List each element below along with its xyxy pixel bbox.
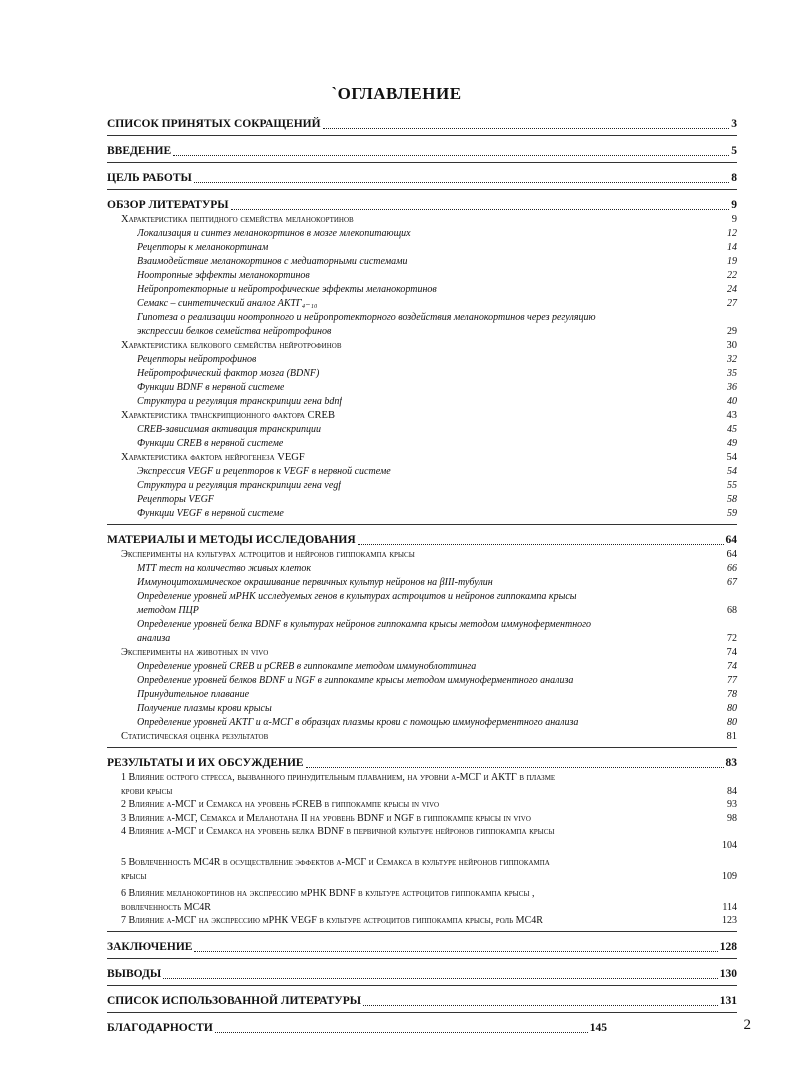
toc-entry-label: 7 Влияние α-МСГ на экспрессию мРНК VEGF в культуре астроцитов гиппокампа крысы, роль MC4R: [121, 915, 543, 926]
leader-dots: [358, 544, 724, 545]
divider: [107, 524, 737, 525]
divider: [107, 1012, 737, 1013]
toc-page-number: 93: [727, 799, 737, 810]
toc-page-number: 80: [727, 703, 737, 714]
toc-item[interactable]: [107, 255, 737, 269]
toc-item[interactable]: [107, 241, 737, 255]
toc-result-item[interactable]: [107, 812, 737, 826]
toc-item-hypothesis[interactable]: [107, 311, 737, 339]
toc-entry-label: ЗАКЛЮЧЕНИЕ: [107, 940, 193, 953]
toc-entry-label: Характеристика белкового семейства нейротрофинов: [121, 340, 342, 351]
toc-item[interactable]: [107, 576, 737, 590]
toc-page-number: 58: [727, 494, 737, 505]
toc-page-number: 81: [726, 731, 737, 742]
toc-page-number: 32: [727, 354, 737, 365]
toc-page-number: 128: [719, 940, 737, 953]
toc-page-number: 68: [727, 605, 737, 616]
toc-item[interactable]: [107, 297, 737, 311]
leader-dots: [173, 155, 729, 156]
toc-page-number: 54: [727, 466, 737, 477]
toc-entry-abbreviations[interactable]: [107, 117, 737, 132]
toc-item[interactable]: [107, 269, 737, 283]
toc-entry-label: Определение уровней CREB и pCREB в гиппокампе методом иммуноблоттинга: [137, 661, 477, 672]
leader-dots: [323, 128, 730, 129]
toc-entry-label: Функции BDNF в нервной системе: [137, 382, 285, 393]
leader-dots: [215, 1032, 588, 1033]
toc-result-item[interactable]: [107, 914, 737, 928]
page-title: `ОГЛАВЛЕНИЕ: [331, 84, 462, 103]
toc-entry-label: Иммуноцитохимическое окрашивание первичных культур нейронов на βIII-тубулин: [137, 577, 493, 588]
toc-page-number: 77: [727, 675, 737, 686]
toc-page-number: 54: [726, 452, 737, 463]
toc-entry-label-cont: крови крысы: [121, 785, 173, 797]
toc-entry-label: 4 Влияние α-МСГ и Семакса на уровень белка BDNF в первичной культуре нейронов гиппокампа крысы: [121, 826, 555, 837]
divider: [107, 189, 737, 190]
toc-entry-acknowledgements[interactable]: [107, 1021, 607, 1036]
leader-dots: [306, 767, 724, 768]
toc-entry-label: Характеристика транскрипционного фактора CREB: [121, 410, 335, 421]
toc-entry-label: Определение уровней белка BDNF в культурах нейронов гиппокампа крысы методом иммуноферментного: [137, 619, 592, 630]
toc-entry-label: Функции CREB в нервной системе: [137, 438, 284, 449]
toc-entry-label: Рецепторы нейротрофинов: [137, 354, 257, 365]
toc-page-number: 80: [727, 717, 737, 728]
toc-subsection[interactable]: [107, 409, 737, 423]
toc-item[interactable]: [107, 423, 737, 437]
leader-dots: [363, 1005, 718, 1006]
toc-entry-label: Эксперименты на культурах астроцитов и нейронов гиппокампа крысы: [121, 549, 415, 560]
toc-entry-label-cont: анализа: [137, 633, 171, 644]
toc-item[interactable]: [107, 493, 737, 507]
toc-page-number: 84: [727, 785, 737, 797]
toc-result-item[interactable]: [107, 856, 737, 883]
toc-page-number: 114: [722, 901, 737, 913]
toc-item[interactable]: [107, 688, 737, 702]
toc-page-number: 98: [727, 812, 737, 824]
toc-page-number: 131: [719, 994, 737, 1007]
leader-dots: [231, 209, 730, 210]
toc-item[interactable]: [107, 479, 737, 493]
divider: [107, 958, 737, 959]
toc-entry-label: ВЫВОДЫ: [107, 967, 162, 980]
toc-entry-label-cont: методом ПЦР: [137, 605, 199, 616]
toc-item[interactable]: [107, 465, 737, 479]
toc-entry-label: ЦЕЛЬ РАБОТЫ: [107, 172, 192, 184]
toc-entry-label: Нейропротекторные и нейротрофические эффекты меланокортинов: [137, 284, 437, 295]
toc-page-number: 104: [722, 839, 737, 851]
toc-page-number: 8: [731, 172, 737, 184]
toc-entry-label: Ноотропные эффекты меланокортинов: [137, 270, 310, 281]
divider: [107, 931, 737, 932]
toc-entry-label: Семакс – синтетический аналог АКТГ₄₋₁₀: [137, 298, 318, 309]
toc-entry-results[interactable]: [107, 756, 737, 771]
toc-entry-label: Рецепторы к меланокортинам: [137, 242, 269, 253]
toc-item-pcr[interactable]: [107, 590, 737, 618]
toc-page-number: 9: [731, 199, 737, 211]
toc-entry-references[interactable]: [107, 994, 737, 1009]
toc-entry-label: РЕЗУЛЬТАТЫ И ИХ ОБСУЖДЕНИЕ: [107, 757, 304, 769]
toc-page-number: 123: [722, 915, 737, 926]
toc-item[interactable]: [107, 507, 737, 521]
toc-entry-literature-review[interactable]: [107, 198, 737, 213]
toc-subsection[interactable]: [107, 451, 737, 465]
toc-entry-label: Статистическая оценка результатов: [121, 731, 269, 742]
toc-item[interactable]: [107, 227, 737, 241]
toc-entry-introduction[interactable]: [107, 144, 737, 159]
toc-result-item[interactable]: [107, 887, 737, 914]
toc-entry-label: Определение уровней АКТГ и α-МСГ в образцах плазмы крови с помощью иммуноферментного анализа: [137, 717, 579, 728]
toc-item[interactable]: [107, 562, 737, 576]
toc-page-number: 66: [727, 563, 737, 574]
toc-page-number: 19: [727, 256, 737, 267]
toc-page-number: 130: [719, 967, 737, 980]
toc-entry-goal[interactable]: [107, 171, 737, 186]
toc-page-number: 5: [731, 145, 737, 157]
toc-entry-label: 2 Влияние α-МСГ и Семакса на уровень pCREB в гиппокампе крысы in vivo: [121, 799, 440, 810]
toc-page-number: 9: [731, 214, 737, 225]
toc-result-item[interactable]: [107, 771, 737, 798]
toc-entry-label: Принудительное плавание: [137, 689, 250, 700]
toc-entry-label: Эксперименты на животных in vivo: [121, 647, 269, 658]
toc-page-number: 27: [727, 298, 737, 309]
toc-item-elisa[interactable]: [107, 618, 737, 646]
toc-entry-label: Определение уровней мРНК исследуемых генов в культурах астроцитов и нейронов гиппокампа крысы: [137, 591, 577, 602]
leader-dots: [194, 182, 729, 183]
toc-subsection[interactable]: [107, 730, 737, 744]
toc-result-item[interactable]: [107, 825, 737, 852]
toc-item[interactable]: [107, 381, 737, 395]
toc-page-number: 29: [727, 326, 737, 337]
toc-entry-label: СПИСОК ИСПОЛЬЗОВАННОЙ ЛИТЕРАТУРЫ: [107, 994, 362, 1007]
toc-page-number: 22: [727, 270, 737, 281]
toc-page-number: 49: [727, 438, 737, 449]
toc-page-number: 14: [727, 242, 737, 253]
toc-entry-label: Структура и регуляция транскрипции гена bdnf: [137, 396, 343, 407]
toc-entry-label: 3 Влияние α-МСГ, Семакса и Меланотана II на уровень BDNF и NGF в гиппокампе крысы in vivo: [121, 812, 531, 824]
toc-page-number: 72: [727, 633, 737, 644]
toc-entry-label: Рецепторы VEGF: [137, 494, 214, 505]
toc-entry-label: CREB-зависимая активация транскрипции: [137, 424, 322, 435]
toc-page-number: 145: [589, 1021, 607, 1034]
toc-page-number: 36: [727, 382, 737, 393]
toc-item[interactable]: [107, 395, 737, 409]
toc-page-number: 74: [727, 661, 737, 672]
leader-dots: [163, 978, 718, 979]
toc-entry-label-cont: крысы: [121, 870, 147, 882]
toc-subsection[interactable]: [107, 646, 737, 660]
toc-entry-label: Экспрессия VEGF и рецепторов к VEGF в нервной системе: [137, 466, 391, 477]
toc-page-number: 40: [727, 396, 737, 407]
toc-page-number: 12: [727, 228, 737, 239]
toc-page-number: 59: [727, 508, 737, 519]
toc-entry-label-cont: вовлеченность MC4R: [121, 901, 211, 913]
toc-result-item[interactable]: [107, 798, 737, 812]
page-number: 2: [743, 1017, 751, 1033]
toc-entry-label: СПИСОК ПРИНЯТЫХ СОКРАЩЕНИЙ: [107, 118, 321, 130]
toc-entry-label: Взаимодействие меланокортинов с медиаторными системами: [137, 256, 408, 267]
divider: [107, 747, 737, 748]
toc-page-number: 55: [727, 480, 737, 491]
toc-entry-label: МТТ тест на количество живых клеток: [137, 563, 312, 574]
toc-page-number: 64: [726, 549, 737, 560]
toc-entry-label: Характеристика пептидного семейства меланокортинов: [121, 214, 354, 225]
toc-page-number: 35: [727, 368, 737, 379]
toc-entry-label: Структура и регуляция транскрипции гена vegf: [137, 480, 342, 491]
toc-entry-label: Характеристика фактора нейрогенеза VEGF: [121, 452, 305, 463]
toc-page-number: 24: [727, 284, 737, 295]
toc-item[interactable]: [107, 716, 737, 730]
toc-entry-methods[interactable]: [107, 533, 737, 548]
toc-entry-label: Функции VEGF в нервной системе: [137, 508, 284, 519]
toc-page-number: 64: [725, 534, 737, 546]
toc-page-number: 83: [725, 757, 737, 769]
toc-entry-label: БЛАГОДАРНОСТИ: [107, 1021, 213, 1034]
toc-entry-label: Гипотеза о реализации ноотропного и нейропротекторного воздействия меланокортинов через регуляцию: [137, 312, 596, 323]
toc-item[interactable]: [107, 702, 737, 716]
table-of-contents: [107, 117, 737, 1036]
toc-item[interactable]: [107, 367, 737, 381]
toc-page-number: 109: [722, 870, 737, 882]
toc-entry-conclusion[interactable]: [107, 940, 737, 955]
toc-item[interactable]: [107, 660, 737, 674]
toc-subsection[interactable]: [107, 213, 737, 227]
toc-page-number: 43: [726, 410, 737, 421]
divider: [107, 985, 737, 986]
toc-entry-label: 1 Влияние острого стресса, вызванного принудительным плаванием, на уровни α-МСГ и АКТГ в плазме: [121, 772, 556, 783]
toc-entry-label: 6 Влияние меланокортинов на экспрессию мРНК BDNF в культуре астроцитов гиппокампа крысы ,: [121, 888, 535, 899]
toc-entry-findings[interactable]: [107, 967, 737, 982]
toc-entry-label: Получение плазмы крови крысы: [137, 703, 272, 714]
toc-entry-label: ОБЗОР ЛИТЕРАТУРЫ: [107, 199, 229, 211]
toc-page-number: 67: [727, 577, 737, 588]
toc-page-number: 30: [726, 340, 737, 351]
leader-dots: [194, 951, 717, 952]
divider: [107, 135, 737, 136]
toc-page-number: 3: [731, 118, 737, 130]
divider: [107, 162, 737, 163]
toc-subsection[interactable]: [107, 339, 737, 353]
toc-entry-label: Локализация и синтез меланокортинов в мозге млекопитающих: [137, 228, 411, 239]
toc-entry-label-cont: экспрессии белков семейства нейротрофинов: [137, 326, 332, 337]
toc-item[interactable]: [107, 283, 737, 297]
toc-page-number: 74: [726, 647, 737, 658]
toc-entry-label: 5 Вовлеченность MC4R в осуществление эффектов α-МСГ и Семакса в культуре нейронов гиппокампа: [121, 857, 550, 868]
toc-page-number: 45: [727, 424, 737, 435]
toc-page-number: 78: [727, 689, 737, 700]
toc-subsection[interactable]: [107, 548, 737, 562]
toc-entry-label: ВВЕДЕНИЕ: [107, 145, 172, 157]
toc-entry-label: Определение уровней белков BDNF и NGF в гиппокампе крысы методом иммуноферментного анализа: [137, 675, 574, 686]
toc-entry-label: МАТЕРИАЛЫ И МЕТОДЫ ИССЛЕДОВАНИЯ: [107, 534, 356, 546]
toc-item[interactable]: [107, 353, 737, 367]
toc-entry-label: Нейротрофический фактор мозга (BDNF): [137, 368, 320, 379]
toc-item[interactable]: [107, 674, 737, 688]
toc-item[interactable]: [107, 437, 737, 451]
